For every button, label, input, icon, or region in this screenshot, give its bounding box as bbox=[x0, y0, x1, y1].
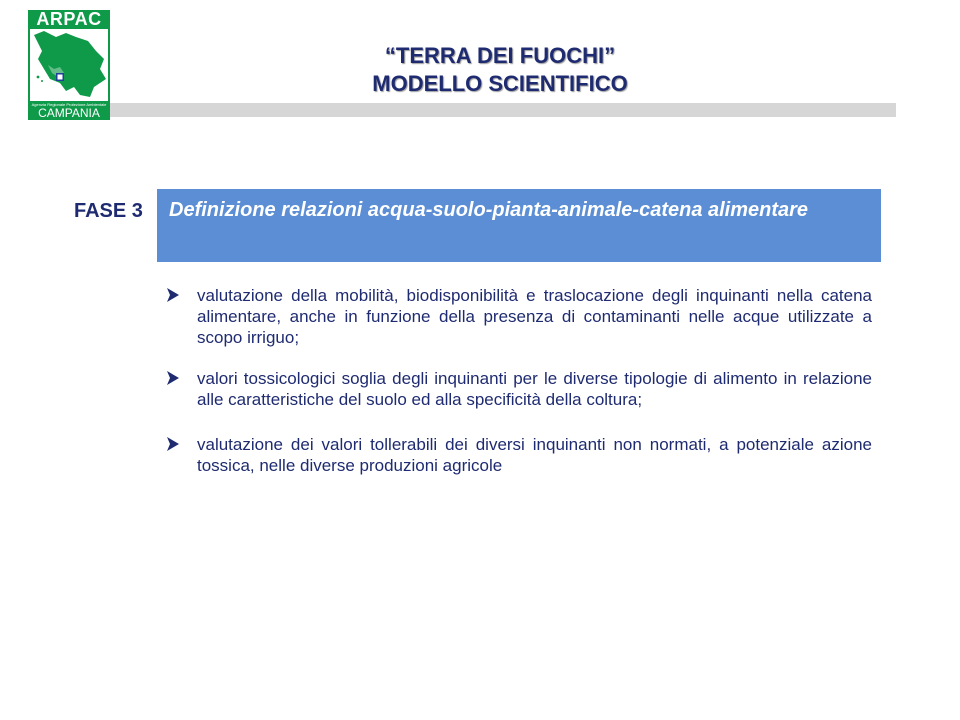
phase-title-box bbox=[157, 189, 881, 262]
header-divider-bar bbox=[110, 103, 896, 117]
bullet-text: valori tossicologici soglia degli inquinanti per le diverse tipologie di alimento in relazione alle caratteristiche del suolo ed alla specificità della coltura; bbox=[197, 369, 872, 409]
page-title-line-2: MODELLO SCIENTIFICO bbox=[372, 71, 628, 96]
arrowhead-bullet-icon bbox=[166, 370, 180, 386]
logo-agency-text: Agenzia Regionale Protezione Ambientale bbox=[31, 102, 107, 107]
bullet-text: valutazione dei valori tollerabili dei diversi inquinanti non normati, a potenziale azione tossica, nelle diverse produzioni agricole bbox=[197, 435, 872, 475]
bullet-text: valutazione della mobilità, biodisponibilità e traslocazione degli inquinanti nella catena alimentare, anche in funzione della presenza di contaminanti nelle acque utilizzate a scopo irriguo; bbox=[197, 286, 872, 347]
phase-title: Definizione relazioni acqua-suolo-pianta-animale-catena alimentare bbox=[169, 199, 809, 221]
page-title bbox=[200, 42, 800, 98]
bullet-list bbox=[166, 285, 872, 496]
list-item bbox=[166, 285, 872, 348]
logo-bottom-text: CAMPANIA bbox=[38, 106, 100, 120]
logo-top-text: ARPAC bbox=[36, 10, 102, 29]
page-title-line-1: “TERRA DEI FUOCHI” bbox=[384, 43, 616, 68]
arpac-logo bbox=[28, 10, 110, 120]
list-item bbox=[166, 368, 872, 410]
arrowhead-bullet-icon bbox=[166, 436, 180, 452]
phase-label: FASE 3 bbox=[74, 200, 143, 222]
arrowhead-bullet-icon bbox=[166, 287, 180, 303]
list-item bbox=[166, 434, 872, 476]
campania-map-icon bbox=[30, 29, 108, 101]
